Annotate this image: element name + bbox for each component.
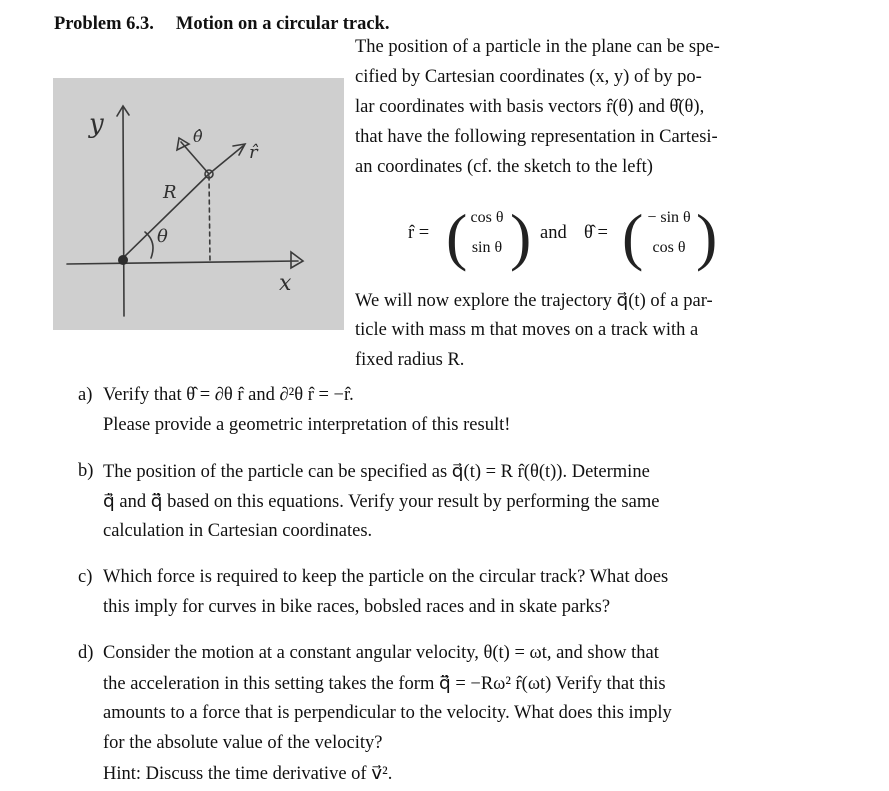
r-hat-bottom: sin θ	[471, 239, 503, 256]
r-hat-top: cos θ	[470, 209, 504, 226]
sketch-label-R: R	[163, 182, 177, 203]
r-hat-left-paren: (	[446, 201, 468, 272]
intro-line-2: cified by Cartesian coordinates (x, y) of by po-	[355, 67, 702, 87]
sketch-drawing	[53, 78, 344, 330]
followup-line-1: We will now explore the trajectory q⃗(t) of a par-	[355, 291, 713, 311]
coordinate-sketch	[53, 78, 344, 330]
part-d-line-2: the acceleration in this setting takes the form q⃗̈ = −Rω² r̂(ωt) Verify that this	[103, 674, 666, 694]
r-hat-arrow	[209, 146, 243, 174]
intro-line-4: that have the following representation in Cartesi-	[355, 127, 718, 147]
theta-hat-lhs: θ̂ =	[584, 223, 608, 243]
part-b-line-2: q⃗̇ and q⃗̈ based on this equations. Verify your result by performing the same	[103, 492, 660, 512]
theta-hat-arrow	[181, 142, 209, 174]
part-d-line-1: Consider the motion at a constant angular velocity, θ(t) = ωt, and show that	[103, 643, 659, 663]
part-b-line-1: The position of the particle can be specified as q⃗(t) = R r̂(θ(t)). Determine	[103, 462, 650, 482]
basis-equation	[408, 201, 718, 275]
sketch-label-y: y	[89, 109, 104, 139]
intro-line-3: lar coordinates with basis vectors r̂(θ) and θ̂(θ),	[355, 97, 705, 117]
sketch-label-x: x	[279, 271, 292, 296]
part-d-line-4: for the absolute value of the velocity?	[103, 733, 383, 753]
part-a-label: a)	[78, 385, 93, 405]
theta-hat-right-paren: )	[696, 201, 718, 272]
problem-title: Motion on a circular track.	[175, 14, 390, 34]
sketch-label-theta: θ	[157, 226, 168, 247]
part-c-label: c)	[78, 567, 93, 587]
origin-dot	[118, 255, 128, 265]
part-c-line-2: this imply for curves in bike races, bobsled races and in skate parks?	[103, 597, 611, 617]
theta-hat-top: − sin θ	[647, 209, 691, 226]
problem-label: Problem 6.3.	[54, 14, 154, 34]
followup-line-2: ticle with mass m that moves on a track with a	[355, 320, 699, 340]
theta-hat-bottom: cos θ	[652, 239, 686, 256]
intro-line-5: an coordinates (cf. the sketch to the left)	[355, 157, 653, 177]
x-axis-arrow	[291, 252, 303, 268]
followup-line-3: fixed radius R.	[355, 350, 465, 370]
sketch-label-theta-hat: θ̂	[193, 127, 203, 146]
sketch-label-r-hat: r̂	[249, 142, 258, 163]
projection-line	[209, 176, 210, 262]
r-hat-lhs: r̂ =	[408, 223, 430, 243]
part-d-line-3: amounts to a force that is perpendicular to the velocity. What does this imply	[103, 703, 672, 723]
problem-heading	[54, 14, 389, 35]
part-d-line-5: Hint: Discuss the time derivative of v⃗².	[103, 764, 393, 784]
part-a-line-2: Please provide a geometric interpretation of this result!	[103, 415, 511, 435]
part-b-line-3: calculation in Cartesian coordinates.	[103, 521, 373, 541]
part-c-line-1: Which force is required to keep the particle on the circular track? What does	[103, 567, 669, 587]
equation-and: and	[540, 223, 567, 243]
theta-hat-left-paren: (	[622, 201, 644, 272]
part-a-line-1: Verify that θ̂ = ∂θ r̂ and ∂²θ r̂ = −r̂.	[103, 385, 354, 405]
y-axis	[123, 108, 124, 316]
part-d-label: d)	[78, 643, 94, 663]
part-b-label: b)	[78, 461, 94, 481]
intro-line-1: The position of a particle in the plane can be spe-	[355, 37, 720, 57]
r-hat-right-paren: )	[510, 201, 532, 272]
x-axis	[67, 261, 298, 264]
